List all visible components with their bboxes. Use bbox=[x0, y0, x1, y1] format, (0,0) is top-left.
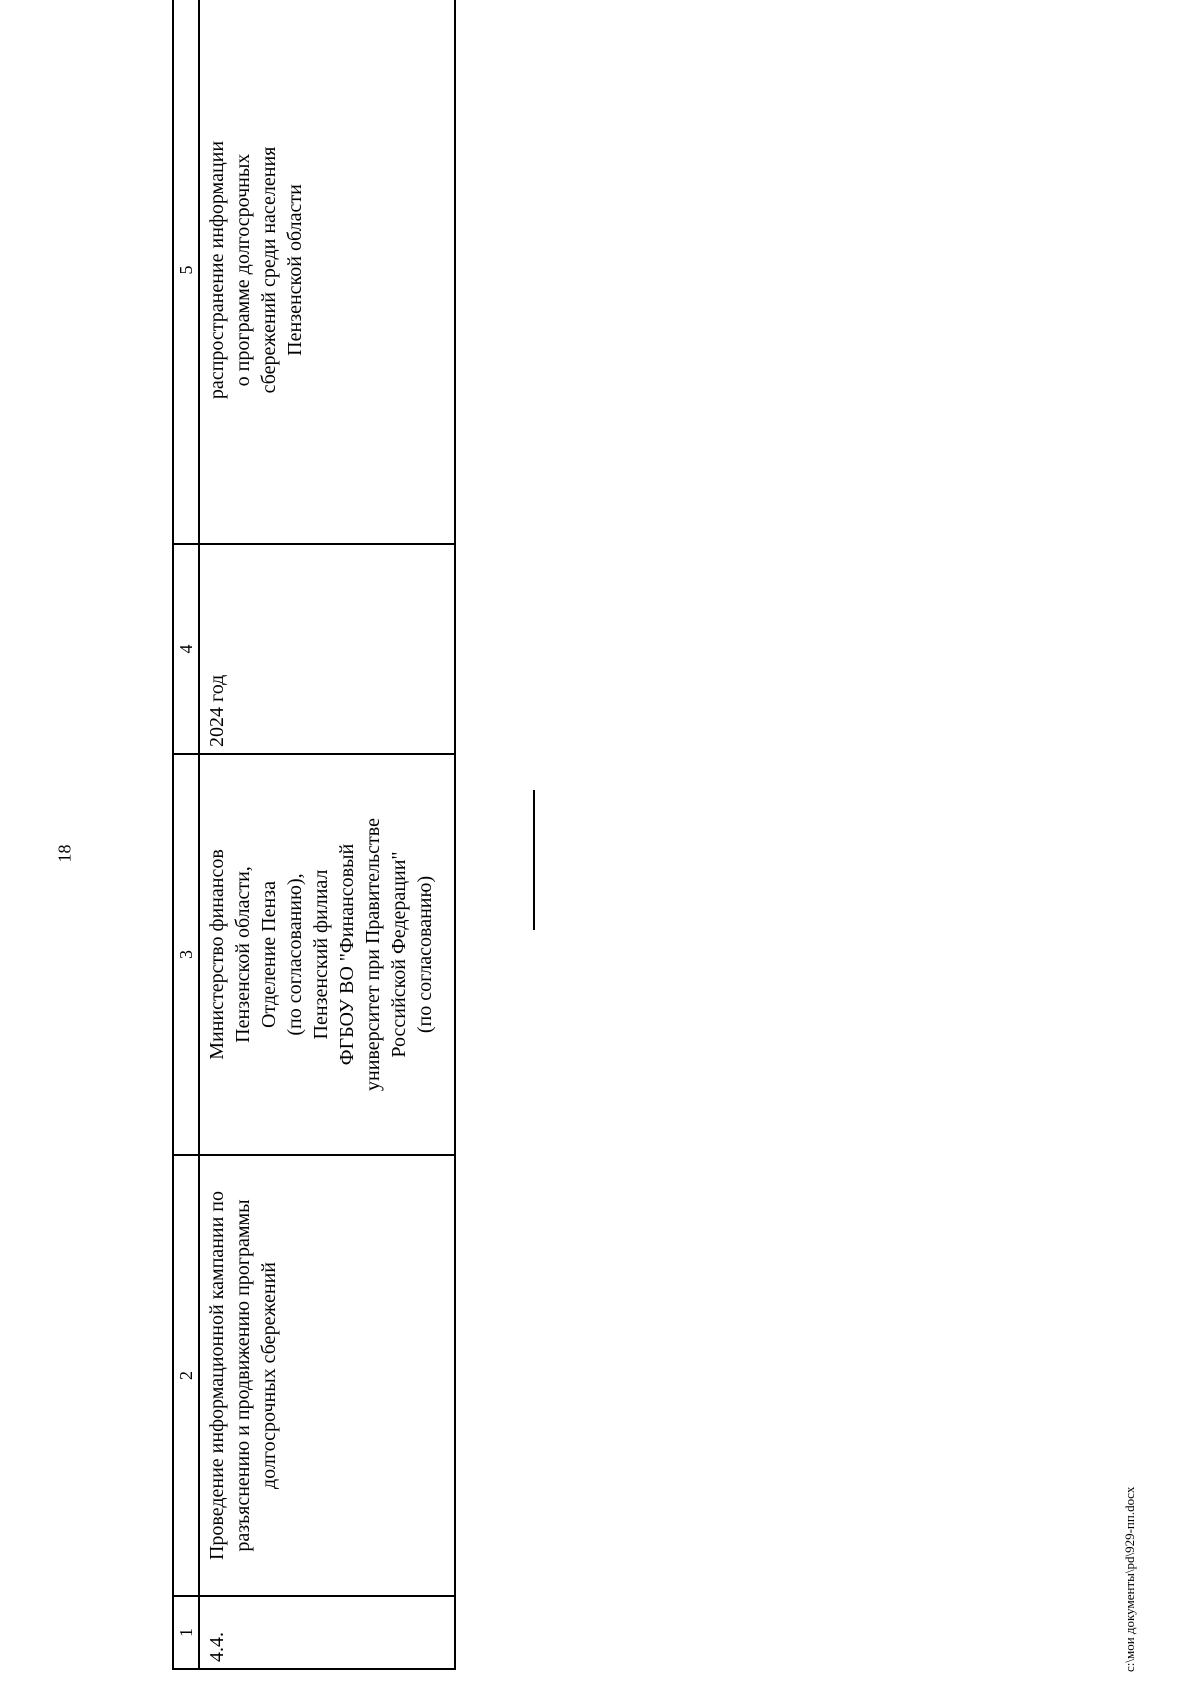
events-table bbox=[172, 47, 456, 1670]
executor-line: (по согласованию), bbox=[284, 873, 306, 1036]
executor-line: Отделение Пенза bbox=[258, 881, 280, 1028]
page-number: 18 bbox=[54, 844, 75, 862]
executor-line: Российской Федерации" bbox=[388, 851, 410, 1058]
executor-line: Пензенский филиал bbox=[310, 869, 332, 1040]
result-line: сбережений среди населения bbox=[258, 146, 280, 394]
table-header-row bbox=[173, 0, 199, 1669]
header-col-5: 5 bbox=[173, 0, 199, 544]
header-col-1: 1 bbox=[173, 1596, 199, 1669]
row-number: 4.4. bbox=[199, 1596, 455, 1669]
executor-line: Министерство финансов bbox=[206, 849, 228, 1060]
table-row bbox=[199, 0, 455, 1669]
header-col-3: 3 bbox=[173, 754, 199, 1155]
result-line: о программе долгосрочных bbox=[232, 153, 254, 387]
executor-line: университет при Правительстве bbox=[362, 818, 384, 1091]
event-description: Проведение информационной кампании по разъяснению и продвижению программы долгосрочных сбережений bbox=[199, 1155, 455, 1596]
header-col-2: 2 bbox=[173, 1155, 199, 1596]
term-cell: 2024 год bbox=[199, 544, 455, 754]
header-col-4: 4 bbox=[173, 544, 199, 754]
result-line: Пензенской области bbox=[284, 184, 306, 356]
executors-cell bbox=[199, 754, 455, 1155]
end-separator-line bbox=[533, 790, 535, 930]
executor-line: Пензенской области, bbox=[232, 866, 254, 1043]
footer-file-path: c:\мои документы\pd\929-пп.docx bbox=[1122, 1486, 1137, 1672]
executor-line: (по согласованию) bbox=[414, 875, 436, 1034]
result-cell bbox=[199, 0, 455, 544]
executor-line: ФГБОУ ВО "Финансовый bbox=[336, 843, 358, 1066]
result-line: распространение информации bbox=[206, 140, 228, 400]
